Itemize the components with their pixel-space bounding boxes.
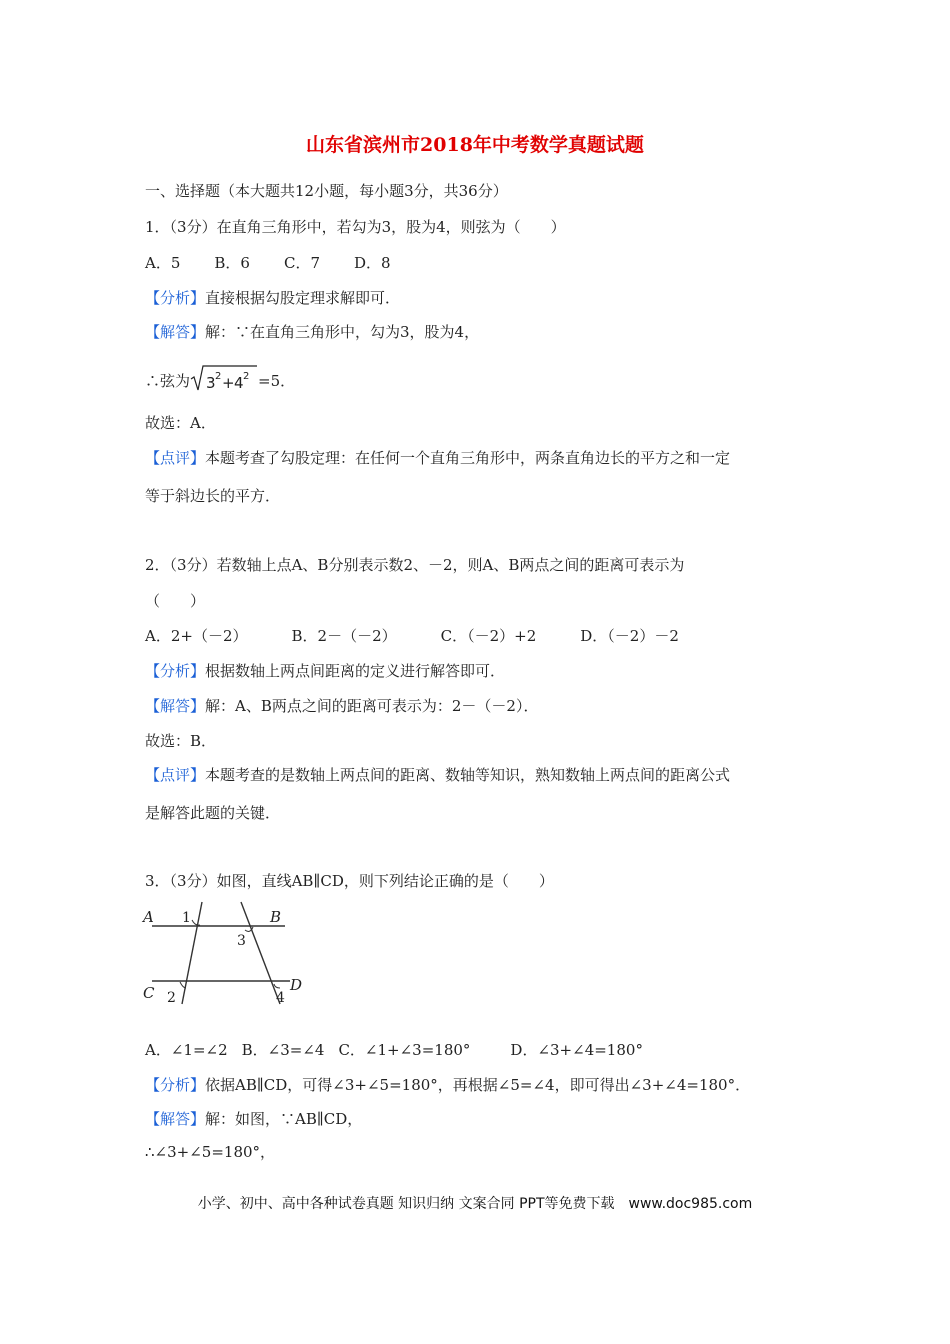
q2-options	[145, 626, 723, 646]
solution-tag: 【解答】	[145, 697, 206, 715]
q3-solution	[145, 1109, 362, 1129]
q3-analysis	[145, 1075, 750, 1095]
q1-formula-result: =5．	[258, 372, 296, 390]
analysis-tag: 【分析】	[145, 1076, 206, 1094]
q1-option-a: A．5	[145, 254, 181, 272]
analysis-tag: 【分析】	[145, 662, 206, 680]
label-b: B	[270, 908, 282, 926]
solution-tag: 【解答】	[145, 1110, 206, 1128]
label-d: D	[290, 976, 303, 994]
comment-tag: 【点评】	[145, 766, 206, 784]
q1-option-c: C．7	[283, 254, 320, 272]
q2-option-c: C．（－2）+2	[440, 627, 537, 645]
comment-tag: 【点评】	[145, 449, 206, 467]
q2-comment	[145, 765, 730, 785]
q1-option-d: D．8	[354, 254, 391, 272]
q1-analysis	[145, 288, 400, 308]
label-angle-3: 3	[237, 933, 246, 949]
q1-comment-text: 本题考查了勾股定理：在任何一个直角三角形中，两条直角边长的平方之和一定	[205, 449, 731, 467]
q3-options	[145, 1040, 643, 1060]
q1-solution-text: 解：∵在直角三角形中，勾为3，股为4，	[205, 323, 480, 341]
svg-text:+: +	[222, 374, 235, 392]
label-angle-1: 1	[182, 910, 191, 926]
q2-analysis	[145, 661, 505, 681]
q1-comment-cont: 等于斜边长的平方．	[145, 487, 281, 505]
q2-conclusion: 故选：B．	[145, 732, 217, 750]
q3-option-c: C．∠1+∠3=180°	[338, 1041, 471, 1059]
q2-solution	[145, 696, 538, 716]
q2-comment-text: 本题考查的是数轴上两点间的距离、数轴等知识，熟知数轴上两点间的距离公式	[205, 766, 731, 784]
svg-text:2: 2	[215, 371, 222, 382]
q2-option-d: D．（－2）－2	[580, 627, 679, 645]
q2-option-a: A．2+（－2）	[145, 627, 248, 645]
q2-stem: 2．（3分）若数轴上点A、B分别表示数2、－2，则A、B两点之间的距离可表示为	[145, 556, 685, 574]
q2-comment-cont: 是解答此题的关键．	[145, 804, 281, 822]
parallel-lines-figure	[140, 898, 315, 1010]
q1-formula	[145, 364, 295, 400]
sqrt-radical-icon	[190, 364, 258, 392]
q2-analysis-text: 根据数轴上两点间距离的定义进行解答即可．	[205, 662, 506, 680]
label-angle-4: 4	[276, 990, 285, 1006]
q1-stem: 1．（3分）在直角三角形中，若勾为3，股为4，则弦为（ ）	[145, 218, 566, 236]
q1-comment	[145, 448, 730, 468]
q2-option-b: B．2－（－2）	[291, 627, 397, 645]
solution-tag: 【解答】	[145, 323, 206, 341]
label-angle-2: 2	[167, 990, 176, 1006]
page-title: 山东省滨州市2018年中考数学真题试题	[306, 134, 644, 156]
q2-stem-cont: （ ）	[145, 592, 206, 610]
angle-4-arc	[274, 984, 280, 988]
q1-analysis-text: 直接根据勾股定理求解即可．	[205, 289, 401, 307]
q1-option-b: B．6	[214, 254, 250, 272]
q1-options	[145, 253, 425, 273]
label-c: C	[143, 984, 155, 1002]
q3-analysis-text: 依据AB∥CD，可得∠3+∠5=180°，再根据∠5=∠4，即可得出∠3+∠4=180°．	[205, 1076, 751, 1094]
svg-text:2: 2	[243, 371, 250, 382]
q1-conclusion: 故选：A．	[145, 414, 216, 432]
label-a: A	[143, 908, 154, 926]
q3-option-a: A．∠1=∠2	[145, 1041, 228, 1059]
q3-option-d: D．∠3+∠4=180°	[510, 1041, 643, 1059]
sqrt-expression	[190, 364, 258, 400]
svg-text:3: 3	[206, 374, 216, 392]
q1-formula-prefix: ∴弦为	[145, 372, 191, 390]
analysis-tag: 【分析】	[145, 289, 206, 307]
q1-solution	[145, 322, 479, 342]
footer-text: 小学、初中、高中各种试卷真题 知识归纳 文案合同 PPT等免费下载 www.doc985.com	[197, 1196, 753, 1212]
q3-option-b: B．∠3=∠4	[241, 1041, 325, 1059]
svg-text:4: 4	[234, 374, 244, 392]
q3-solution-text: 解：如图，∵AB∥CD，	[205, 1110, 363, 1128]
q3-step1: ∴∠3+∠5=180°，	[145, 1143, 276, 1161]
q3-stem: 3．（3分）如图，直线AB∥CD，则下列结论正确的是（ ）	[145, 872, 554, 890]
section-heading: 一、选择题（本大题共12小题，每小题3分，共36分）	[145, 182, 508, 200]
q2-solution-text: 解：A、B两点之间的距离可表示为：2－（－2）．	[205, 697, 539, 715]
